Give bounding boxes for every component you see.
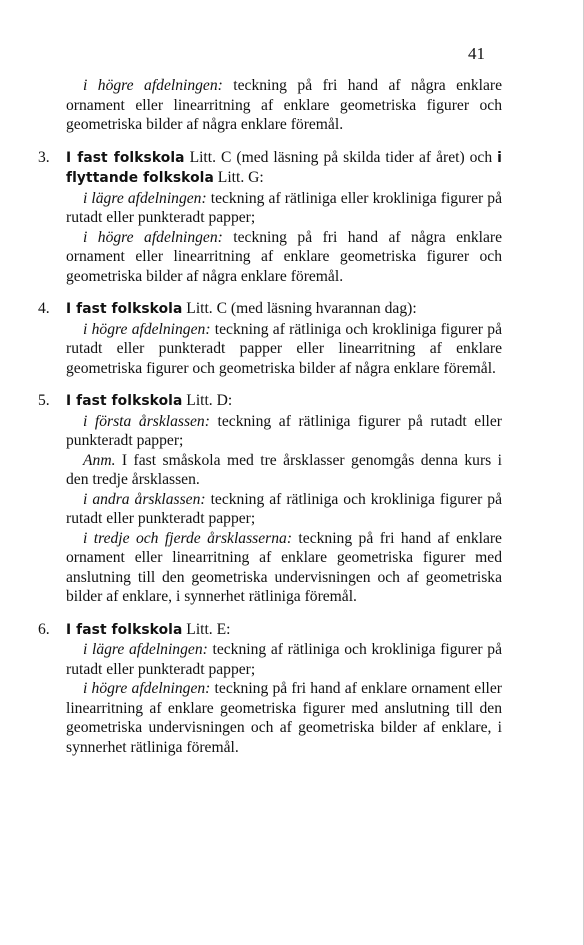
note-paragraph — [66, 451, 502, 490]
paragraph-text: I fast småskola med tre årsklasser genomgås denna kurs i den tredje årsklassen. — [66, 451, 502, 488]
paragraph-text: teckning af rätliniga och krokliniga figurer på rutadt eller punkteradt papper; — [66, 490, 503, 527]
item-heading — [66, 620, 502, 641]
note-label: Anm. — [83, 451, 116, 469]
heading-text: Litt. C (med läsning på skilda tider af året) och — [184, 148, 498, 166]
school-type: I fast folkskola — [66, 393, 183, 409]
section-label: i högre afdelningen: — [83, 77, 223, 94]
section-label: i högre afdelningen: — [83, 228, 223, 246]
paragraph-text: teckning på fri hand af enklare ornament eller linearritning af enklare geometriska figurer med anslutning till den geometriska undervisningen och af geometriska bilder af enklare, i synnerhet rätliniga föremål. — [66, 680, 502, 756]
list-item — [38, 148, 503, 287]
paragraph-text: teckning på fri hand af några enklare ornament eller linearritning af enklare geometriska figurer och geometriska bilder af några enklare föremål. — [66, 77, 503, 133]
paragraph-text: teckning af rätliniga eller krokliniga figurer på rutadt eller punkteradt papper; — [66, 189, 503, 226]
sub-paragraph — [66, 320, 502, 379]
section-label: i tredje och fjerde årsklasserna: — [83, 529, 293, 547]
paragraph-text: teckning på fri hand af enklare ornament eller linearritning af enklare geometriska figurer med anslutning till den geometriska undervisningen och af geometriska bilder af enklare, i synnerhet rätliniga föremål. — [66, 529, 502, 605]
item-number: 3. — [38, 148, 50, 166]
item-number: 4. — [38, 300, 50, 317]
heading-text: Litt. D: — [182, 392, 233, 409]
sub-paragraph — [66, 490, 502, 529]
section-label: i lägre afdelningen: — [83, 189, 207, 207]
list-item — [38, 299, 503, 378]
sub-paragraph — [66, 640, 502, 679]
page-number: 41 — [468, 44, 485, 63]
section-label: i lägre afdelningen: — [83, 641, 208, 658]
section-label: i högre afdelningen: — [83, 680, 211, 697]
sub-paragraph — [66, 679, 502, 757]
school-type: I fast folkskola — [66, 621, 183, 638]
list-item — [38, 391, 503, 607]
item-number: 5. — [38, 392, 50, 409]
school-type: I fast folkskola — [66, 301, 183, 317]
school-type: i flyttande folkskola — [66, 149, 502, 186]
section-label: i andra årsklassen: — [83, 490, 206, 508]
school-type: I fast folkskola — [66, 149, 185, 166]
intro-paragraph — [66, 76, 502, 135]
heading-text: Litt. E: — [182, 620, 231, 638]
item-heading — [66, 148, 502, 189]
sub-paragraph — [66, 529, 502, 607]
item-heading — [66, 299, 502, 320]
list-item — [38, 620, 503, 758]
heading-text: Litt. C (med läsning hvarannan dag): — [182, 300, 417, 317]
paragraph-text: teckning på fri hand af några enklare ornament eller linearritning af enklare geometriska figurer och geometriska bilder af några enklare föremål. — [66, 228, 503, 285]
section-label: i första årsklassen: — [83, 412, 210, 430]
section-label: i högre afdelningen: — [83, 320, 211, 338]
paragraph-text: teckning af rätliniga figurer på rutadt eller punkteradt papper; — [66, 412, 502, 449]
sub-paragraph — [66, 189, 502, 228]
sub-paragraph — [66, 412, 502, 451]
heading-text: Litt. G: — [213, 169, 264, 186]
item-number: 6. — [38, 620, 50, 638]
paragraph-text: teckning af rätliniga och krokliniga figurer på rutadt eller punkteradt papper; — [66, 641, 503, 678]
sub-paragraph — [66, 228, 502, 287]
body-text — [38, 76, 503, 757]
item-heading — [66, 391, 502, 412]
paragraph-text: teckning af rätliniga och krokliniga figurer på rutadt eller punkteradt papper eller linearritning af enklare geometriska figurer och geometriska bilder af några enklare föremål. — [66, 320, 503, 377]
